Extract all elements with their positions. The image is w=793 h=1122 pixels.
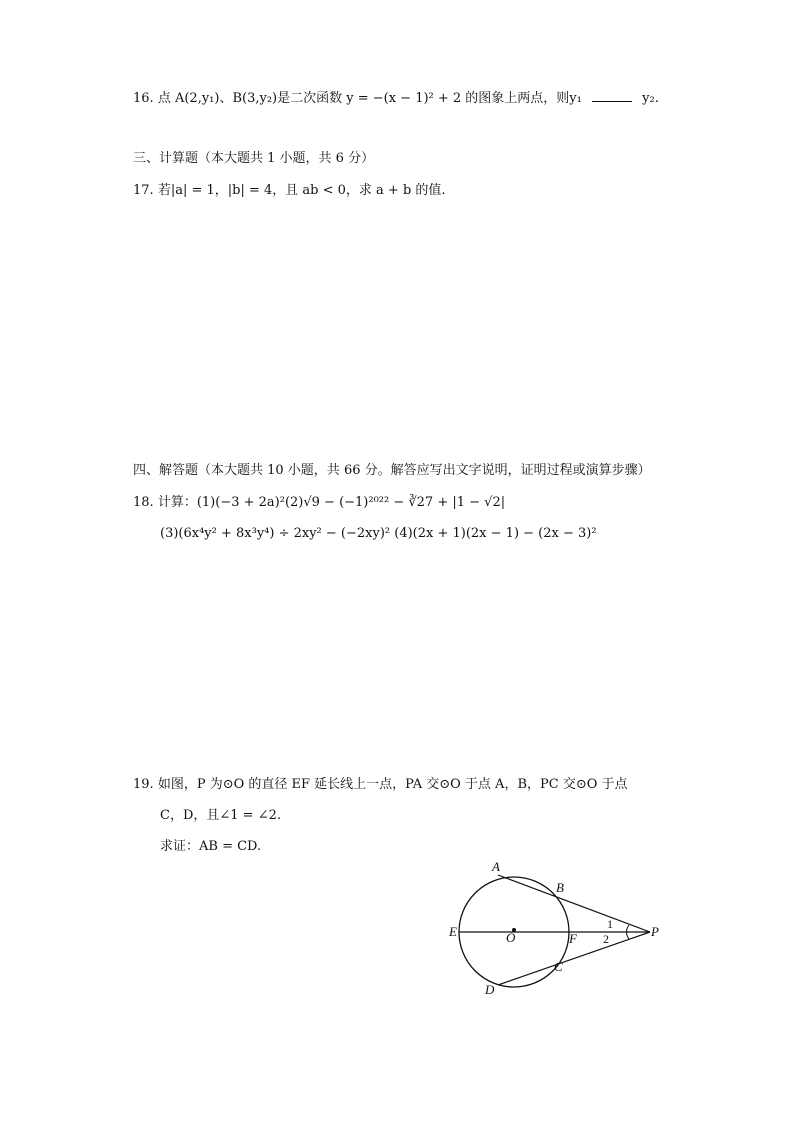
label-angle-2: 2	[603, 932, 609, 946]
section-heading-3: 三、计算题（本大题共 1 小题，共 6 分）	[133, 151, 375, 166]
circle-secant-figure	[440, 855, 680, 1005]
question-19-line-1	[133, 776, 628, 794]
label-a: A	[492, 859, 500, 874]
question-tail: y₂.	[642, 91, 659, 106]
label-b: B	[556, 880, 564, 895]
label-o: O	[506, 930, 516, 945]
label-p: P	[651, 924, 659, 939]
question-number: 16.	[133, 91, 154, 106]
question-19-line-3: 求证：AB = CD.	[160, 839, 262, 854]
question-text: 点 A(2,y₁)、B(3,y₂)是二次函数 y = −(x − 1)² + 2 的图象上两点，则y₁	[157, 91, 582, 106]
question-text: 计算：(1)(−3 + 2a)²(2)√9 − (−1)²⁰²² − ∛27 + |1 − √2|	[157, 495, 506, 510]
question-text: 若|a| = 1，|b| = 4，且 ab < 0，求 a + b 的值.	[157, 183, 446, 198]
question-18-line-2: (3)(6x⁴y² + 8x³y⁴) ÷ 2xy² − (−2xy)² (4)(2x + 1)(2x − 1) − (2x − 3)²	[160, 526, 597, 541]
question-18-line-1	[133, 494, 505, 512]
question-16	[133, 89, 659, 108]
label-c: C	[554, 959, 563, 974]
question-number: 18.	[133, 495, 154, 510]
answer-blank	[592, 89, 632, 102]
question-text: 如图，P 为⊙O 的直径 EF 延长线上一点，PA 交⊙O 于点 A，B，PC 交⊙O 于点	[157, 777, 628, 792]
label-f: F	[569, 931, 577, 946]
question-19-line-2: C，D，且∠1 = ∠2.	[160, 808, 281, 823]
question-number: 19.	[133, 777, 154, 792]
label-d: D	[485, 982, 495, 997]
question-number: 17.	[133, 183, 154, 198]
line-pa	[498, 875, 650, 932]
section-heading-4: 四、解答题（本大题共 10 小题，共 66 分。解答应写出文字说明，证明过程或演算步骤）	[133, 463, 651, 478]
label-angle-1: 1	[607, 917, 613, 931]
label-e: E	[449, 924, 457, 939]
question-17	[133, 182, 446, 200]
